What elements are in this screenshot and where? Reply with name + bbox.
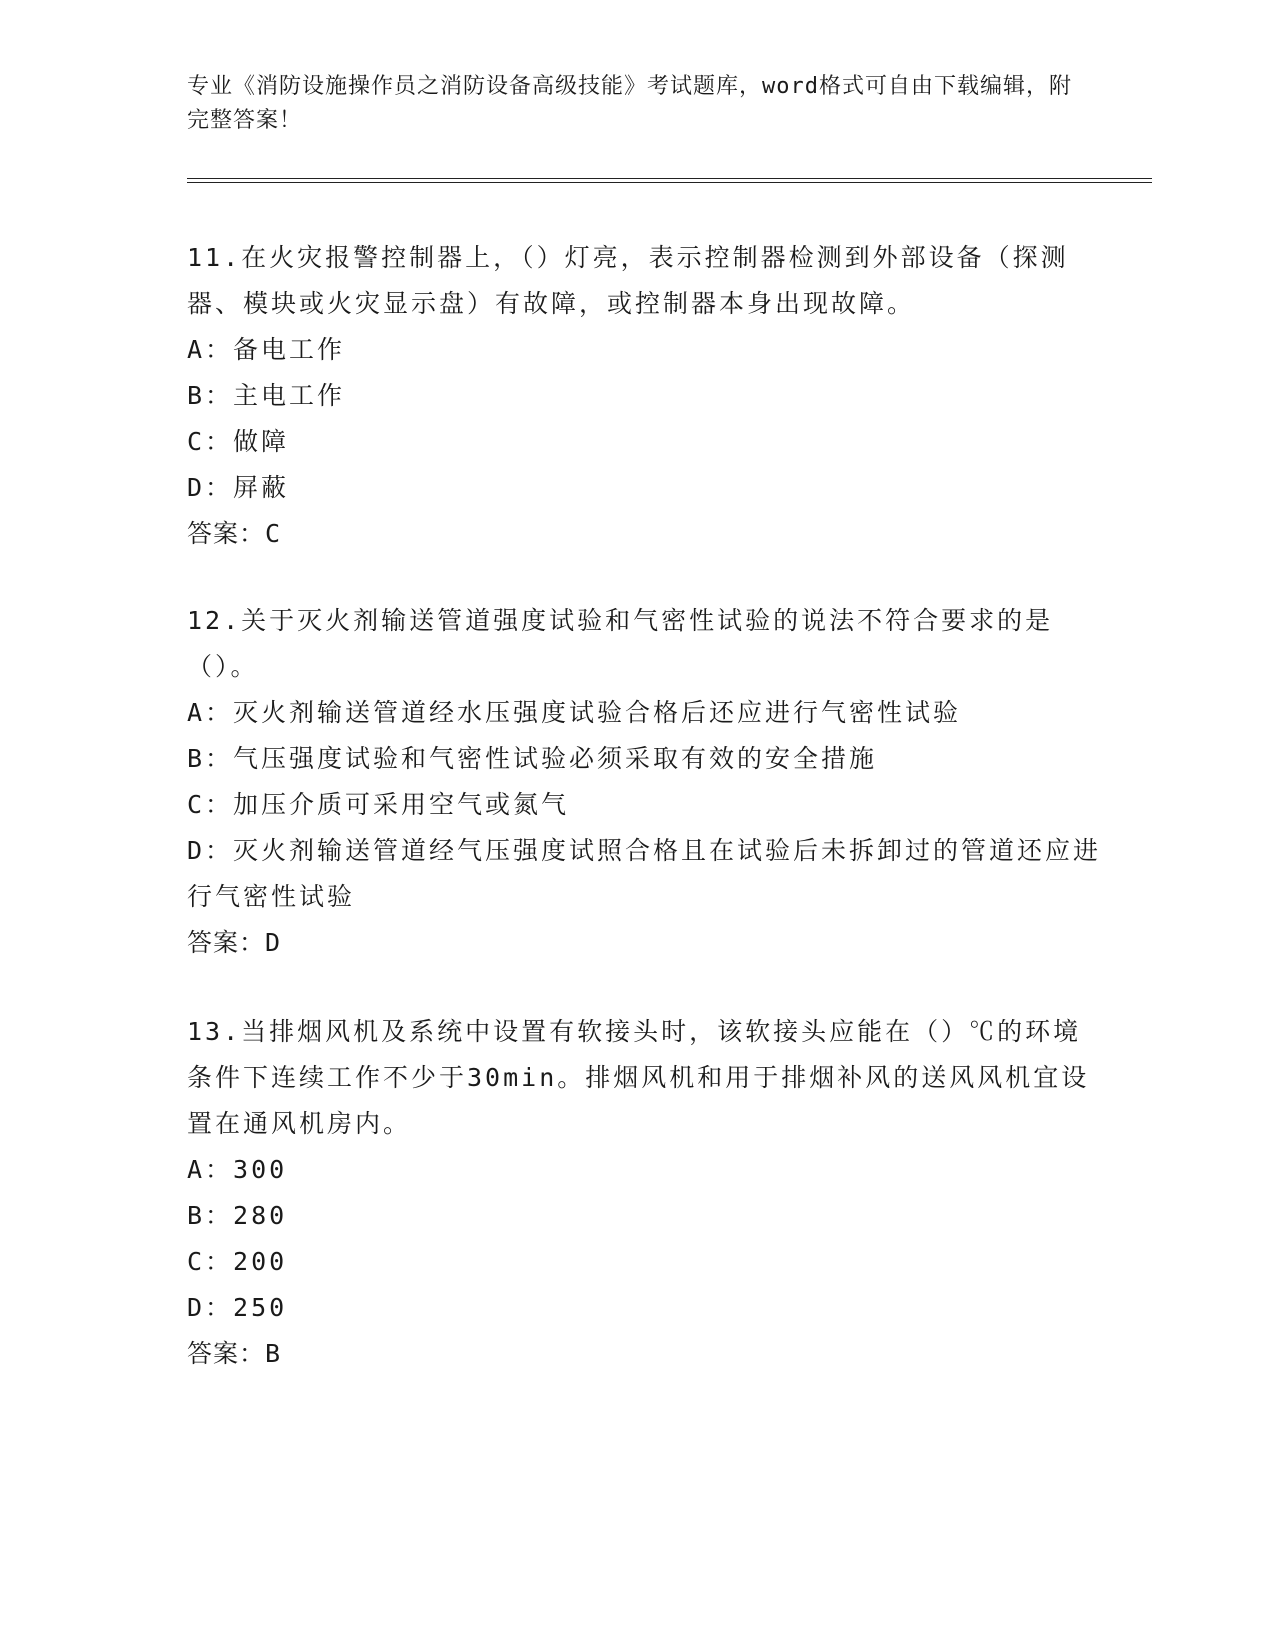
option-a: A：灭火剂输送管道经水压强度试验合格后还应进行气密性试验: [187, 698, 962, 727]
question-11: [187, 235, 1107, 557]
question-text: 11.在火灾报警控制器上，（）灯亮，表示控制器检测到外部设备（探测器、模块或火灾显示盘）有故障，或控制器本身出现故障。: [187, 243, 1069, 318]
option-a: A：备电工作: [187, 335, 346, 364]
header-rule-bottom: [187, 182, 1152, 183]
answer: 答案：B: [187, 1339, 282, 1368]
option-d: D：屏蔽: [187, 473, 290, 502]
option-b: B：主电工作: [187, 381, 346, 410]
option-c: C：200: [187, 1247, 288, 1276]
header-rule-top: [187, 178, 1152, 179]
answer: 答案：C: [187, 519, 282, 548]
option-d: D：250: [187, 1293, 288, 1322]
question-12: [187, 598, 1107, 966]
question-text: 12.关于灭火剂输送管道强度试验和气密性试验的说法不符合要求的是（）。: [187, 606, 1054, 681]
option-d: D：灭火剂输送管道经气压强度试照合格且在试验后未拆卸过的管道还应进行气密性试验: [187, 836, 1102, 911]
question-13: [187, 1009, 1107, 1377]
option-b: B：280: [187, 1201, 288, 1230]
document-header: 专业《消防设施操作员之消防设备高级技能》考试题库，word格式可自由下载编辑，附完整答案！: [187, 74, 1072, 133]
option-a: A：300: [187, 1155, 288, 1184]
option-c: C：做障: [187, 427, 290, 456]
option-b: B：气压强度试验和气密性试验必须采取有效的安全措施: [187, 744, 878, 773]
question-text: 13.当排烟风机及系统中设置有软接头时，该软接头应能在（）℃的环境条件下连续工作不少于30min。排烟风机和用于排烟补风的送风风机宜设置在通风机房内。: [187, 1017, 1090, 1138]
answer: 答案：D: [187, 928, 282, 957]
option-c: C：加压介质可采用空气或氮气: [187, 790, 570, 819]
